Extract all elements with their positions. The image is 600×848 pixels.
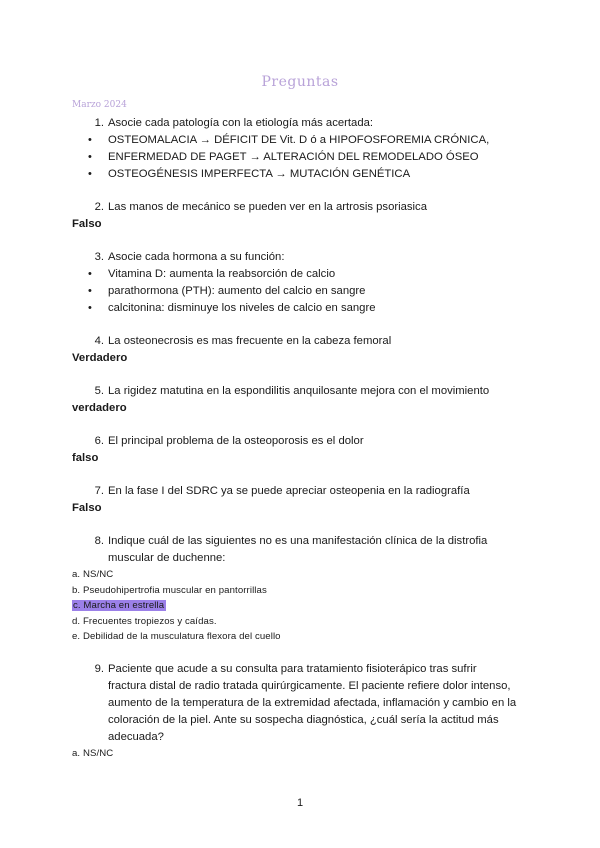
question-text: Paciente que acude a su consulta para tratamiento fisioterápico tras sufrir fractura distal de radio tratada quirúrgicamente. El paciente refiere dolor intenso, aumento de la temperatura de la extremidad afectada, inflamación y cambio en la coloración de la piel. Ante su sospecha diagnóstica, ¿cuál sería la actitud más adecuada? (108, 662, 517, 743)
question-number: 4. (94, 335, 104, 347)
question-text: Las manos de mecánico se pueden ver en la artrosis psoriasica (108, 201, 427, 213)
question-2 (94, 199, 518, 216)
answer-text: falso (72, 452, 99, 464)
question-text: La rigidez matutina en la espondilitis anquilosante mejora con el movimiento (108, 385, 490, 397)
answer-option: b. Pseudohipertrofia muscular en pantorrillas (72, 584, 267, 596)
question-text: En la fase I del SDRC ya se puede apreciar osteopenia en la radiografía (108, 485, 470, 497)
question-number: 7. (94, 485, 104, 497)
question-number: 5. (94, 385, 104, 397)
bullet-item: • OSTEOMALACIA → DÉFICIT DE Vit. D ó a HIPOFOSFOREMIA CRÓNICA, (108, 132, 600, 149)
page-number: 1 (296, 797, 304, 809)
bullet-item: • Vitamina D: aumenta la reabsorción de calcio (108, 266, 600, 283)
page-title: Preguntas (261, 74, 339, 90)
question-9 (94, 661, 518, 746)
question-3 (94, 249, 518, 266)
question-4 (94, 333, 518, 350)
question-text: Asocie cada hormona a su función: (108, 251, 285, 263)
question-8 (94, 533, 518, 567)
question-text: Asocie cada patología con la etiología más acertada: (108, 117, 374, 129)
answer-option: d. Frecuentes tropiezos y caídas. (72, 615, 217, 627)
question-text: El principal problema de la osteoporosis es el dolor (108, 435, 364, 447)
answer-text: Falso (72, 218, 102, 230)
answer-option: a. NS/NC (72, 569, 114, 580)
date-label: Marzo 2024 (72, 100, 127, 110)
question-number: 3. (94, 251, 104, 263)
answer-text: Falso (72, 502, 102, 514)
question-text: Indique cuál de las siguientes no es una manifestación clínica de la distrofia muscular de duchenne: (108, 535, 488, 564)
bullet-item: • ENFERMEDAD DE PAGET → ALTERACIÓN DEL REMODELADO ÓSEO (108, 149, 600, 166)
question-number: 6. (94, 435, 104, 447)
answer-option: e. Debilidad de la musculatura flexora del cuello (72, 631, 281, 642)
bullet-item: • parathormona (PTH): aumento del calcio en sangre (108, 283, 600, 300)
answer-text: Verdadero (72, 352, 128, 364)
question-number: 8. (94, 535, 104, 547)
question-5 (94, 383, 518, 400)
answer-option: a. NS/NC (72, 747, 114, 759)
answer-option-highlighted (72, 598, 600, 614)
question-number: 9. (94, 662, 104, 675)
bullet-item: • calcitonina: disminuye los niveles de calcio en sangre (108, 300, 600, 317)
question-6 (94, 433, 518, 450)
question-list (0, 115, 600, 761)
question-number: 1. (94, 117, 104, 129)
question-number: 2. (94, 201, 104, 213)
question-1 (94, 115, 518, 132)
highlighted-text: c. Marcha en estrella (73, 600, 165, 611)
bullet-item: • OSTEOGÉNESIS IMPERFECTA → MUTACIÓN GENÉTICA (108, 166, 600, 183)
question-7 (94, 483, 518, 500)
answer-text: verdadero (72, 402, 127, 414)
question-text: La osteonecrosis es mas frecuente en la cabeza femoral (108, 335, 392, 347)
